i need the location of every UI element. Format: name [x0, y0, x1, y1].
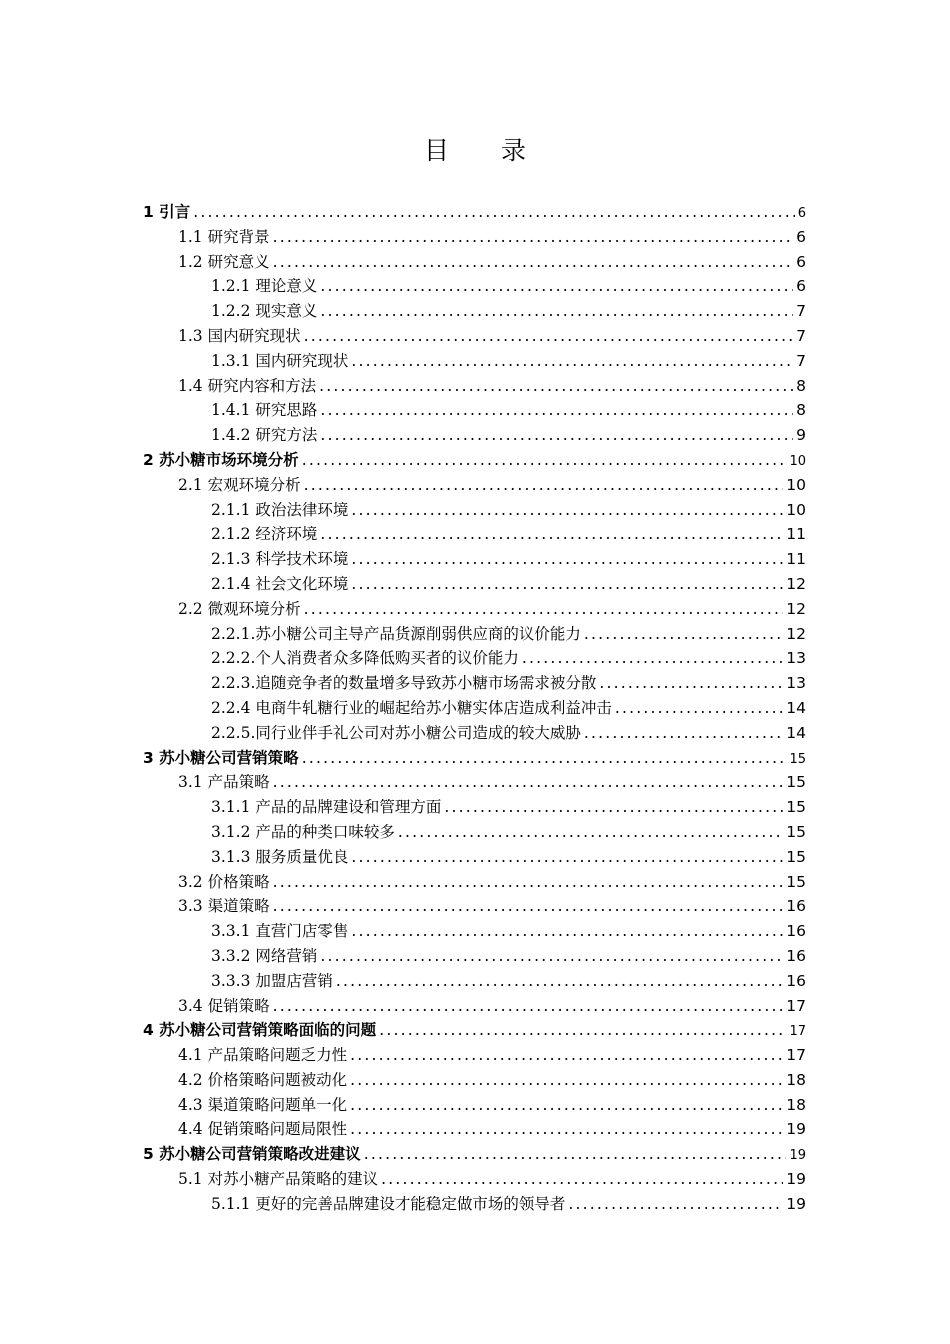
toc-entry-title: 2.2.3.追随竞争者的数量增多导致苏小糖市场需求被分散	[211, 674, 597, 693]
toc-entry[interactable]	[0, 944, 806, 969]
toc-entry[interactable]	[0, 994, 806, 1019]
toc-page-number: 9	[796, 426, 806, 445]
toc-entry[interactable]	[0, 1192, 806, 1217]
toc-dot-leader	[273, 870, 784, 895]
toc-entry-title: 3.1.3 服务质量优良	[211, 847, 349, 866]
toc-dot-leader	[599, 671, 783, 696]
toc-page-number: 8	[796, 401, 806, 420]
toc-entry[interactable]	[0, 547, 806, 572]
toc-page-number: 15	[786, 822, 806, 841]
toc-page-number: 19	[786, 1170, 806, 1189]
toc-entry-title: 2.2 微观环境分析	[178, 599, 301, 618]
toc-entry-title: 2.1.3 科学技术环境	[211, 550, 349, 569]
toc-dot-leader	[444, 795, 783, 820]
toc-page-number: 7	[796, 351, 806, 370]
toc-dot-leader	[350, 1068, 783, 1093]
toc-entry[interactable]	[0, 646, 806, 671]
toc-entry-title: 1.2 研究意义	[178, 252, 270, 271]
toc-entry-title: 2.2.1.苏小糖公司主导产品货源削弱供应商的议价能力	[211, 624, 581, 643]
toc-entry[interactable]	[0, 894, 806, 919]
toc-entry[interactable]	[0, 1068, 806, 1093]
toc-entry-title: 3.2 价格策略	[178, 872, 270, 891]
toc-dot-leader	[351, 572, 783, 597]
toc-entry-title: 3.1 产品策略	[178, 773, 270, 792]
toc-page-number: 13	[786, 649, 806, 668]
toc-entry-title: 3.3.3 加盟店营销	[211, 971, 333, 990]
toc-page-number: 10	[786, 475, 806, 494]
toc-page-number: 8	[796, 376, 806, 395]
toc-entry-title: 4 苏小糖公司营销策略面临的问题	[143, 1021, 377, 1040]
toc-page-number: 14	[786, 723, 806, 742]
toc-dot-leader	[350, 1117, 783, 1142]
toc-dot-leader	[302, 746, 787, 771]
toc-list	[0, 200, 950, 1217]
toc-page-number: 10	[786, 500, 806, 519]
toc-dot-leader	[302, 448, 787, 473]
toc-page-number: 12	[786, 624, 806, 643]
toc-entry-title: 1.4 研究内容和方法	[178, 376, 317, 395]
toc-entry[interactable]	[0, 274, 806, 299]
toc-dot-leader	[398, 820, 783, 845]
toc-page-number: 15	[786, 798, 806, 817]
toc-page-number: 18	[786, 1070, 806, 1089]
toc-page-number: 19	[789, 1148, 806, 1164]
toc-page-number: 14	[786, 698, 806, 717]
toc-entry[interactable]	[0, 770, 806, 795]
toc-entry-title: 5 苏小糖公司营销策略改进建议	[143, 1145, 361, 1164]
toc-entry-title: 3 苏小糖公司营销策略	[143, 748, 299, 767]
toc-entry[interactable]	[0, 746, 806, 771]
toc-entry-title: 1.2.2 现实意义	[211, 302, 318, 321]
toc-entry-title: 1.2.1 理论意义	[211, 277, 318, 296]
toc-dot-leader	[351, 349, 793, 374]
toc-dot-leader	[320, 522, 783, 547]
toc-dot-leader	[351, 919, 783, 944]
toc-page-number: 19	[786, 1194, 806, 1213]
toc-entry-title: 1.4.2 研究方法	[211, 426, 318, 445]
toc-entry[interactable]	[0, 448, 806, 473]
toc-page-number: 19	[786, 1120, 806, 1139]
toc-page-number: 11	[786, 525, 806, 544]
toc-entry-title: 4.3 渠道策略问题单一化	[178, 1095, 348, 1114]
toc-page-number: 17	[786, 1046, 806, 1065]
toc-dot-leader	[304, 597, 784, 622]
toc-page-number: 10	[789, 453, 806, 469]
toc-dot-leader	[320, 274, 793, 299]
toc-entry-title: 1.4.1 研究思路	[211, 401, 318, 420]
toc-entry[interactable]	[0, 696, 806, 721]
toc-entry-title: 1.3 国内研究现状	[178, 326, 301, 345]
toc-dot-leader	[350, 1043, 783, 1068]
toc-entry-title: 1 引言	[143, 203, 191, 221]
toc-page-number: 6	[796, 227, 806, 246]
toc-entry-title: 3.3.2 网络营销	[211, 946, 318, 965]
toc-dot-leader	[351, 845, 783, 870]
toc-dot-leader	[364, 1142, 787, 1167]
toc-dot-leader	[304, 473, 784, 498]
toc-entry-title: 4.4 促销策略问题局限性	[178, 1120, 348, 1139]
toc-entry-title: 3.1.1 产品的品牌建设和管理方面	[211, 798, 442, 817]
toc-page-number: 11	[786, 550, 806, 569]
toc-entry[interactable]	[0, 572, 806, 597]
toc-entry-title: 2.1.4 社会文化环境	[211, 574, 349, 593]
toc-dot-leader	[615, 696, 783, 721]
toc-entry-title: 2 苏小糖市场环境分析	[143, 450, 299, 469]
toc-dot-leader	[193, 200, 795, 225]
toc-dot-leader	[304, 324, 794, 349]
toc-entry-title: 4.1 产品策略问题乏力性	[178, 1046, 348, 1065]
toc-dot-leader	[568, 1192, 783, 1217]
toc-entry[interactable]	[0, 1043, 806, 1068]
toc-entry[interactable]	[0, 1018, 806, 1043]
toc-page-number: 6	[796, 252, 806, 271]
toc-entry[interactable]	[0, 324, 806, 349]
toc-entry[interactable]	[0, 423, 806, 448]
toc-entry[interactable]	[0, 919, 806, 944]
toc-page-number: 15	[786, 773, 806, 792]
toc-dot-leader	[351, 547, 783, 572]
toc-entry[interactable]	[0, 1093, 806, 1118]
toc-entry[interactable]	[0, 820, 806, 845]
toc-entry[interactable]	[0, 473, 806, 498]
toc-page-number: 7	[796, 302, 806, 321]
toc-dot-leader	[584, 622, 783, 647]
toc-dot-leader	[273, 225, 794, 250]
toc-page-number: 15	[789, 751, 806, 767]
toc-entry-title: 4.2 价格策略问题被动化	[178, 1070, 348, 1089]
toc-page-number: 12	[786, 599, 806, 618]
toc-page-number: 16	[786, 971, 806, 990]
toc-dot-leader	[336, 969, 783, 994]
toc-entry-title: 3.3.1 直营门店零售	[211, 922, 349, 941]
toc-dot-leader	[320, 398, 793, 423]
toc-entry[interactable]	[0, 225, 806, 250]
toc-entry[interactable]	[0, 671, 806, 696]
toc-entry[interactable]	[0, 597, 806, 622]
toc-entry-title: 3.4 促销策略	[178, 996, 270, 1015]
toc-entry-title: 2.1 宏观环境分析	[178, 475, 301, 494]
toc-dot-leader	[320, 423, 793, 448]
toc-entry[interactable]	[0, 200, 806, 225]
toc-dot-leader	[319, 374, 793, 399]
toc-entry-title: 3.1.2 产品的种类口味较多	[211, 822, 395, 841]
toc-page-number: 16	[786, 946, 806, 965]
toc-page-number: 13	[786, 674, 806, 693]
toc-page-number: 7	[796, 326, 806, 345]
toc-page-number: 15	[786, 872, 806, 891]
toc-entry-title: 3.3 渠道策略	[178, 897, 270, 916]
toc-entry[interactable]	[0, 870, 806, 895]
toc-dot-leader	[320, 299, 793, 324]
toc-entry[interactable]	[0, 969, 806, 994]
toc-entry-title: 1.1 研究背景	[178, 227, 270, 246]
toc-entry-title: 2.2.5.同行业伴手礼公司对苏小糖公司造成的较大威胁	[211, 723, 581, 742]
toc-title: 目 录	[424, 136, 548, 165]
toc-entry[interactable]	[0, 845, 806, 870]
toc-page-number: 18	[786, 1095, 806, 1114]
toc-page-number: 12	[786, 574, 806, 593]
toc-dot-leader	[273, 250, 794, 275]
toc-page-number: 17	[789, 1024, 806, 1040]
toc-page-number: 6	[797, 206, 806, 221]
toc-dot-leader	[350, 1093, 783, 1118]
toc-entry[interactable]	[0, 250, 806, 275]
toc-entry[interactable]	[0, 374, 806, 399]
toc-entry[interactable]	[0, 522, 806, 547]
toc-entry-title: 2.1.1 政治法律环境	[211, 500, 349, 519]
toc-page-number: 6	[796, 277, 806, 296]
toc-entry-title: 5.1.1 更好的完善品牌建设才能稳定做市场的领导者	[211, 1194, 566, 1213]
toc-dot-leader	[273, 894, 784, 919]
toc-dot-leader	[320, 944, 783, 969]
toc-page-number: 17	[786, 996, 806, 1015]
toc-entry-title: 2.2.4 电商牛轧糖行业的崛起给苏小糖实体店造成利益冲击	[211, 698, 612, 717]
toc-dot-leader	[522, 646, 783, 671]
toc-entry-title: 2.1.2 经济环境	[211, 525, 318, 544]
toc-entry-title: 5.1 对苏小糖产品策略的建议	[178, 1170, 379, 1189]
toc-entry[interactable]	[0, 398, 806, 423]
toc-page-number: 16	[786, 897, 806, 916]
toc-entry[interactable]	[0, 795, 806, 820]
toc-dot-leader	[351, 498, 783, 523]
toc-page-number: 16	[786, 922, 806, 941]
toc-entry[interactable]	[0, 299, 806, 324]
toc-page-number: 15	[786, 847, 806, 866]
toc-entry[interactable]	[0, 622, 806, 647]
toc-entry[interactable]	[0, 1142, 806, 1167]
toc-dot-leader	[273, 994, 784, 1019]
toc-entry-title: 2.2.2.个人消费者众多降低购买者的议价能力	[211, 649, 519, 668]
toc-entry[interactable]	[0, 721, 806, 746]
toc-dot-leader	[379, 1018, 786, 1043]
toc-entry[interactable]	[0, 1167, 806, 1192]
toc-entry[interactable]	[0, 498, 806, 523]
toc-entry-title: 1.3.1 国内研究现状	[211, 351, 349, 370]
toc-entry[interactable]	[0, 1117, 806, 1142]
toc-entry[interactable]	[0, 349, 806, 374]
toc-dot-leader	[584, 721, 783, 746]
toc-dot-leader	[273, 770, 784, 795]
toc-dot-leader	[381, 1167, 783, 1192]
